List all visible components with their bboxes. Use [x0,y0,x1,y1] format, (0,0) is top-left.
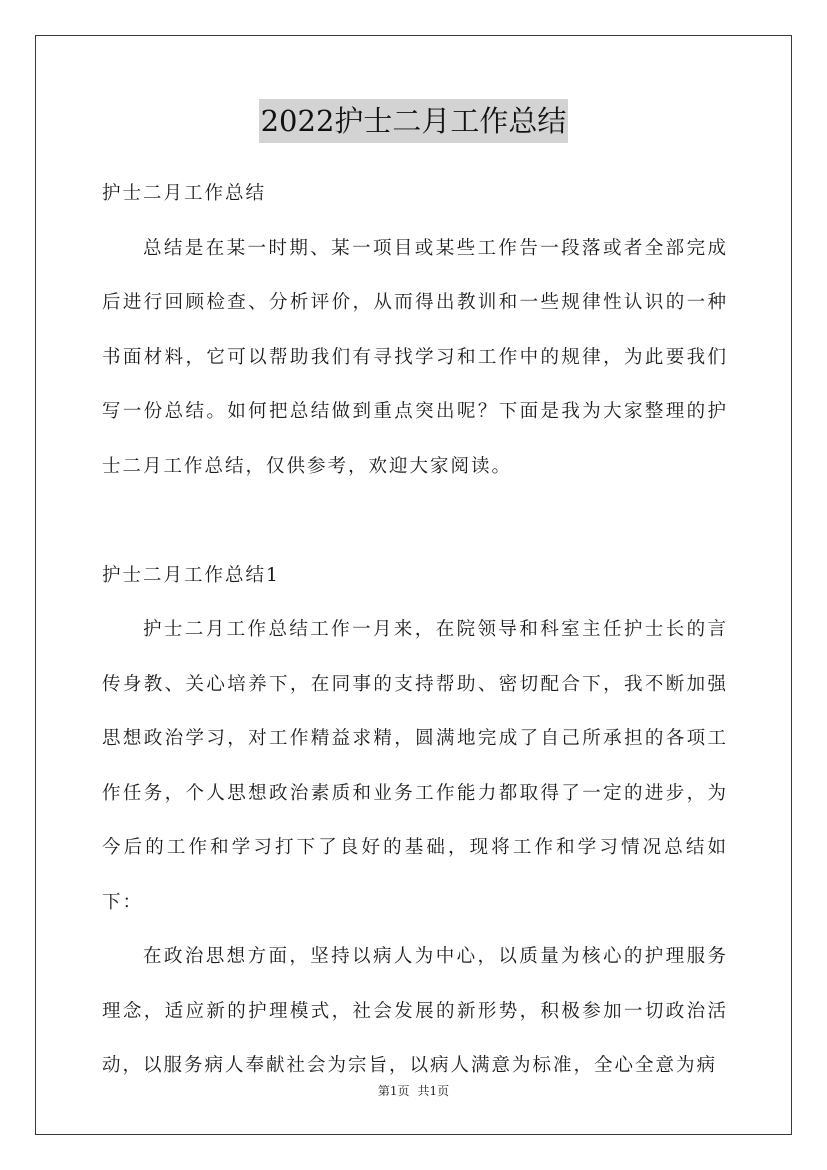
title-container [0,99,827,143]
page-total: 共1页 [417,1084,450,1098]
section-gap [102,494,728,549]
page-number: 第1页 [377,1084,410,1098]
section-heading: 护士二月工作总结1 [102,564,280,586]
document-title: 2022护士二月工作总结 [259,99,569,143]
document-subtitle: 护士二月工作总结 [102,183,267,204]
document-body [102,167,728,1094]
page-footer [0,1082,827,1099]
intro-paragraph: 总结是在某一时期、某一项目或某些工作告一段落或者全部完成后进行回顾检查、分析评价，从而得出教训和一些规律性认识的一种书面材料，它可以帮助我们有寻找学习和工作中的规律，为此要我们写一份总结。如何把总结做到重点突出呢？下面是我为大家整理的护士二月工作总结，仅供参考，欢迎大家阅读。 [102,237,728,477]
body-paragraph: 护士二月工作总结工作一月来，在院领导和科室主任护士长的言传身教、关心培养下，在同事的支持帮助、密切配合下，我不断加强思想政治学习，对工作精益求精，圆满地完成了自己所承担的各项工作任务，个人思想政治素质和业务工作能力都取得了一定的进步，为今后的工作和学习打下了良好的基础，现将工作和学习情况总结如下： [102,619,728,913]
body-paragraph: 在政治思想方面，坚持以病人为中心，以质量为核心的护理服务理念，适应新的护理模式，社会发展的新形势，积极参加一切政治活动，以服务病人奉献社会为宗旨，以病人满意为标准，全心全意为病 [102,946,728,1076]
